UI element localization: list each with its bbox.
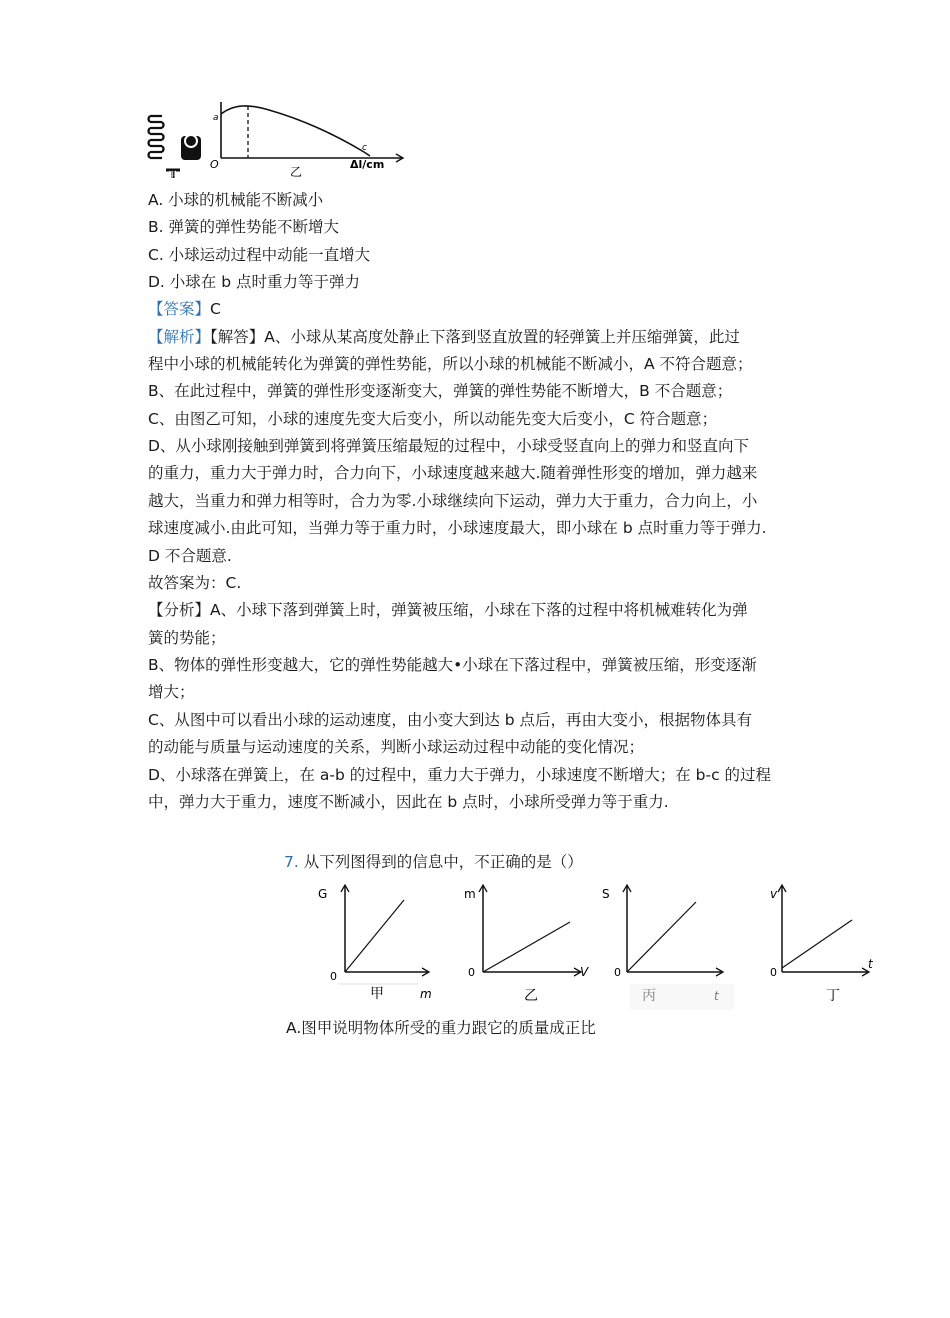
graph-bing — [600, 880, 740, 1012]
origin-ding: 0 — [770, 966, 777, 979]
fenxi-line-1: 【分析】A、小球下落到弹簧上时，弹簧被压缩，小球在下落的过程中将机械难转化为弹 — [148, 601, 748, 619]
graph-jia — [308, 880, 443, 1005]
analysis-line-9: D 不合题意. — [148, 547, 232, 565]
line-bing — [627, 902, 696, 972]
spring-ball-figure — [144, 92, 406, 180]
fenxi-line-2: 簧的势能； — [148, 629, 226, 647]
line-ding — [782, 920, 852, 968]
analysis-line-6: 的重力，重力大于弹力时，合力向下，小球速度越来越大.随着弹性形变的增加，弹力越来 — [148, 464, 758, 482]
answer-line — [148, 299, 813, 319]
analysis-line-7: 越大，当重力和弹力相等时，合力为零.小球继续向下运动，弹力大于重力，合力向上，小 — [148, 492, 758, 510]
xlabel-ding: t — [868, 957, 873, 971]
fenxi-line-4: 增大； — [148, 683, 195, 701]
label-jia: 甲 — [168, 171, 178, 180]
line-yi — [483, 922, 570, 972]
analysis-line-4: C、由图乙可知，小球的速度先变大后变小，所以动能先变大后变小，C 符合题意； — [148, 410, 718, 428]
spring-icon — [149, 116, 164, 158]
xlabel-jia: m — [420, 987, 432, 1001]
fenxi-line-7: D、小球落在弹簧上，在 a-b 的过程中，重力大于弹力，小球速度不断增大；在 b-c 的过程 — [148, 766, 772, 784]
axis-label: Δl/cm — [350, 158, 385, 171]
answer-tag: 【答案】 — [148, 300, 211, 318]
origin-yi: 0 — [468, 966, 475, 979]
line-jia — [345, 900, 404, 972]
question-text: 从下列图得到的信息中，不正确的是（） — [303, 853, 583, 871]
analysis-line-1 — [148, 327, 813, 347]
caption-yi: 乙 — [524, 988, 538, 1004]
graph-ding — [760, 880, 885, 1005]
graph-yi — [460, 880, 595, 1005]
analysis-text: 【解答】A、小球从某高度处静止下落到竖直放置的轻弹簧上并压缩弹簧，此过 — [210, 328, 740, 346]
ball-icon — [181, 135, 201, 160]
analysis-tag: 【解析】 — [148, 328, 211, 346]
label-a: a — [213, 113, 219, 123]
option-b: B. 弹簧的弹性势能不断增大 — [148, 218, 339, 236]
question-number: 7. — [284, 853, 299, 871]
caption-jia: 甲 — [370, 986, 384, 1002]
fenxi-line-6: 的动能与质量与运动速度的关系，判断小球运动过程中动能的变化情况； — [148, 738, 645, 756]
question-7-stem — [284, 852, 583, 872]
fenxi-line-5: C、从图中可以看出小球的运动速度，由小变大到达 b 点后，再由大变小，根据物体具有 — [148, 711, 753, 729]
label-o: O — [210, 158, 219, 171]
analysis-line-8: 球速度减小.由此可知，当弹力等于重力时，小球速度最大，即小球在 b 点时重力等于弹力. — [148, 519, 767, 537]
answer-value: C — [210, 300, 221, 318]
velocity-curve — [221, 106, 370, 156]
ylabel-ding: v — [770, 887, 778, 901]
ylabel-jia: G — [318, 887, 328, 901]
fenxi-line-3: B、物体的弹性形变越大，它的弹性势能越大•小球在下落过程中，弹簧被压缩，形变逐渐 — [148, 656, 757, 674]
option-d: D. 小球在 b 点时重力等于弹力 — [148, 273, 360, 291]
option-c: C. 小球运动过程中动能一直增大 — [148, 246, 371, 264]
origin-jia: 0 — [330, 970, 337, 983]
answer-summary: 故答案为：C. — [148, 574, 242, 592]
caption-ding: 丁 — [826, 988, 840, 1004]
q7-option-a: A.图甲说明物体所受的重力跟它的质量成正比 — [286, 1019, 596, 1037]
fenxi-line-8: 中，弹力大于重力，速度不断减小，因此在 b 点时，小球所受弹力等于重力. — [148, 793, 669, 811]
ylabel-yi: m — [464, 887, 476, 901]
spring-graph-svg — [144, 92, 406, 180]
label-yi: 乙 — [290, 165, 303, 179]
ylabel-bing: S — [602, 887, 610, 901]
origin-bing: 0 — [614, 966, 621, 979]
label-c: c — [362, 143, 367, 153]
xlabel-yi: V — [580, 965, 589, 979]
analysis-line-3: B、在此过程中，弹簧的弹性形变逐渐变大，弹簧的弹性势能不断增大，B 不合题意； — [148, 382, 733, 400]
analysis-line-5: D、从小球刚接触到弹簧到将弹簧压缩最短的过程中，小球受竖直向上的弹力和竖直向下 — [148, 437, 749, 455]
analysis-line-2: 程中小球的机械能转化为弹簧的弹性势能，所以小球的机械能不断减小，A 不符合题意； — [148, 355, 753, 373]
option-a: A. 小球的机械能不断减小 — [148, 191, 324, 209]
